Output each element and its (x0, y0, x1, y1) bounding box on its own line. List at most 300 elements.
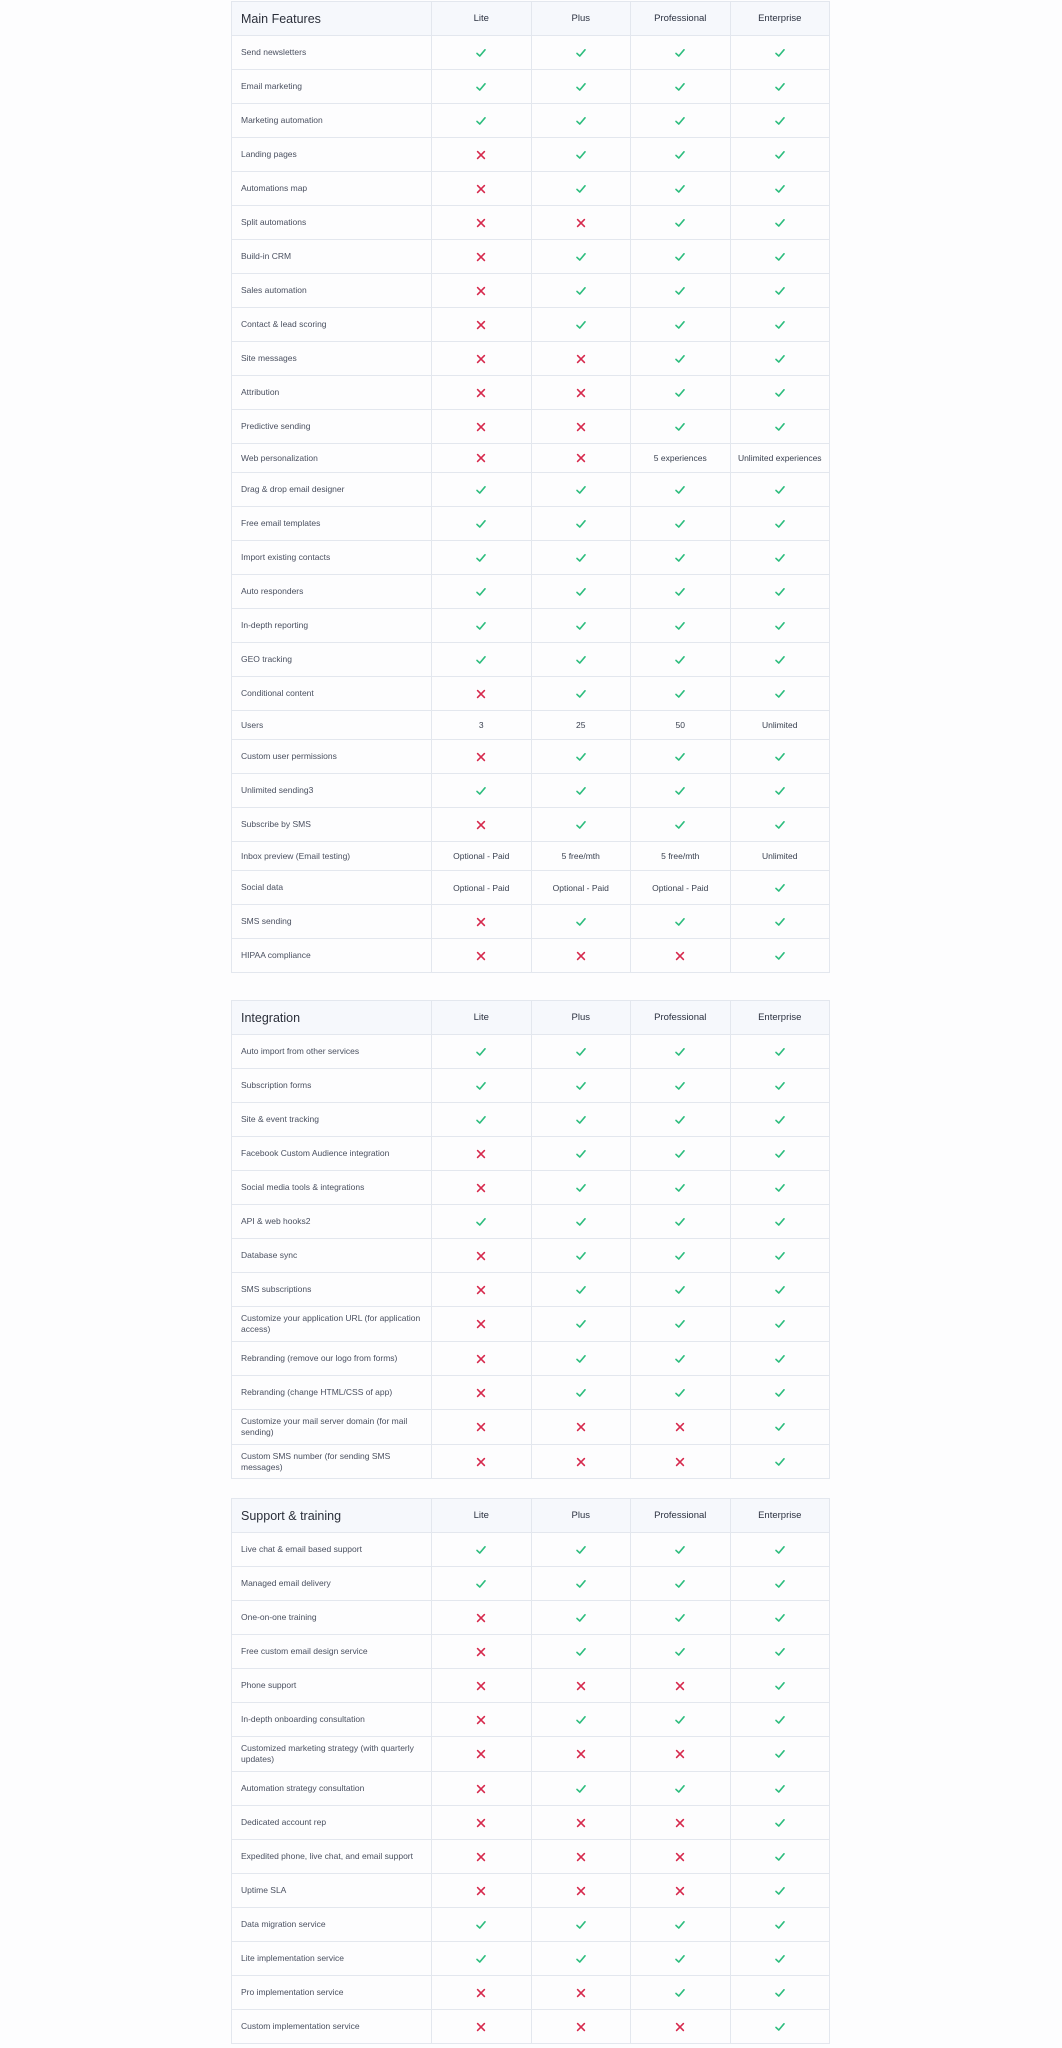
cross-icon (475, 285, 487, 297)
plan-header-lite: Lite (432, 2, 532, 36)
plan-cell-plus (531, 1874, 631, 1908)
check-icon (674, 1783, 686, 1795)
plan-cell-professional (631, 1635, 731, 1669)
plan-cell-enterprise (730, 774, 830, 808)
plan-cell-enterprise (730, 1840, 830, 1874)
plan-header-professional: Professional (631, 1499, 731, 1533)
plan-cell-lite (432, 1342, 532, 1376)
plan-cell-lite (432, 1874, 532, 1908)
check-icon (674, 916, 686, 928)
check-icon (674, 1353, 686, 1365)
plan-cell-value (432, 711, 532, 740)
check-icon (475, 1544, 487, 1556)
check-icon (575, 1080, 587, 1092)
plan-cell-enterprise (730, 905, 830, 939)
table-row (232, 410, 830, 444)
table-row (232, 740, 830, 774)
check-icon (475, 1114, 487, 1126)
table-row (232, 138, 830, 172)
feature-label: Subscribe by SMS (232, 808, 432, 842)
plan-header-plus: Plus (531, 1499, 631, 1533)
feature-label: Inbox preview (Email testing) (232, 842, 432, 871)
plan-value-text: 50 (675, 720, 685, 730)
plan-cell-value (631, 842, 731, 871)
check-icon (475, 518, 487, 530)
table-row (232, 1806, 830, 1840)
cross-icon (575, 1680, 587, 1692)
plan-cell-plus (531, 376, 631, 410)
table-row (232, 575, 830, 609)
feature-label: One-on-one training (232, 1601, 432, 1635)
plan-cell-lite (432, 575, 532, 609)
feature-label: Users (232, 711, 432, 740)
plan-cell-plus (531, 473, 631, 507)
plan-value-text: Unlimited (762, 720, 798, 730)
check-icon (774, 1114, 786, 1126)
plan-cell-enterprise (730, 138, 830, 172)
plan-cell-professional (631, 342, 731, 376)
plan-cell-enterprise (730, 1069, 830, 1103)
plan-header-lite: Lite (432, 1001, 532, 1035)
plan-cell-professional (631, 1137, 731, 1171)
table-row (232, 376, 830, 410)
plan-value-text: 5 free/mth (561, 851, 600, 861)
plan-cell-professional (631, 677, 731, 711)
plan-cell-plus (531, 1908, 631, 1942)
plan-cell-plus (531, 1601, 631, 1635)
comparison-table-support-training (231, 1498, 830, 2044)
feature-label: Custom implementation service (232, 2010, 432, 2044)
cross-icon (674, 1680, 686, 1692)
plan-cell-enterprise (730, 104, 830, 138)
check-icon (575, 149, 587, 161)
table-row (232, 1908, 830, 1942)
feature-label: Sales automation (232, 274, 432, 308)
cross-icon (575, 1851, 587, 1863)
plan-cell-plus (531, 939, 631, 973)
plan-cell-plus (531, 905, 631, 939)
check-icon (774, 285, 786, 297)
feature-label: Attribution (232, 376, 432, 410)
plan-cell-enterprise (730, 609, 830, 643)
check-icon (575, 285, 587, 297)
plan-cell-lite (432, 1171, 532, 1205)
plan-cell-professional (631, 1669, 731, 1703)
check-icon (674, 319, 686, 331)
plan-cell-value (631, 711, 731, 740)
table-row (232, 1445, 830, 1479)
table-row (232, 1601, 830, 1635)
check-icon (774, 1680, 786, 1692)
check-icon (575, 484, 587, 496)
plan-cell-lite (432, 1239, 532, 1273)
plan-cell-plus (531, 240, 631, 274)
comparison-table-integration (231, 1000, 830, 1479)
plan-cell-professional (631, 1103, 731, 1137)
plan-cell-professional (631, 1533, 731, 1567)
check-icon (774, 1182, 786, 1194)
plan-cell-enterprise (730, 1376, 830, 1410)
feature-label: Free email templates (232, 507, 432, 541)
plan-cell-lite (432, 1908, 532, 1942)
cross-icon (475, 1250, 487, 1262)
plan-cell-plus (531, 1239, 631, 1273)
plan-cell-plus (531, 1069, 631, 1103)
plan-cell-value (730, 842, 830, 871)
plan-cell-professional (631, 939, 731, 973)
table-row (232, 444, 830, 473)
check-icon (774, 620, 786, 632)
plan-cell-value (531, 871, 631, 905)
check-icon (575, 1612, 587, 1624)
plan-cell-enterprise (730, 677, 830, 711)
plan-cell-enterprise (730, 740, 830, 774)
plan-cell-professional (631, 1874, 731, 1908)
plan-header-lite: Lite (432, 1499, 532, 1533)
plan-cell-plus (531, 308, 631, 342)
plan-cell-plus (531, 1205, 631, 1239)
plan-cell-enterprise (730, 410, 830, 444)
table-row (232, 1669, 830, 1703)
check-icon (475, 1578, 487, 1590)
table-row (232, 308, 830, 342)
plan-cell-enterprise (730, 1737, 830, 1772)
plan-cell-enterprise (730, 507, 830, 541)
check-icon (674, 654, 686, 666)
feature-label: Data migration service (232, 1908, 432, 1942)
cross-icon (475, 1387, 487, 1399)
table-row (232, 905, 830, 939)
check-icon (774, 183, 786, 195)
plan-value-text: Optional - Paid (552, 882, 609, 893)
cross-icon (674, 1851, 686, 1863)
plan-cell-professional (631, 138, 731, 172)
check-icon (774, 1646, 786, 1658)
table-row (232, 1410, 830, 1445)
plan-cell-value (531, 842, 631, 871)
table-row (232, 1840, 830, 1874)
plan-cell-lite (432, 609, 532, 643)
cross-icon (475, 1148, 487, 1160)
plan-cell-lite (432, 1376, 532, 1410)
plan-cell-lite (432, 1307, 532, 1342)
table-row (232, 1069, 830, 1103)
plan-cell-lite (432, 1703, 532, 1737)
table-row (232, 871, 830, 905)
plan-cell-professional (631, 1205, 731, 1239)
check-icon (774, 421, 786, 433)
check-icon (774, 1953, 786, 1965)
cross-icon (575, 1987, 587, 1999)
plan-cell-value (730, 711, 830, 740)
cross-icon (475, 1851, 487, 1863)
cross-icon (475, 1612, 487, 1624)
check-icon (774, 1748, 786, 1760)
plan-cell-plus (531, 1171, 631, 1205)
cross-icon (674, 1456, 686, 1468)
plan-cell-professional (631, 36, 731, 70)
check-icon (674, 751, 686, 763)
plan-cell-professional (631, 1239, 731, 1273)
check-icon (774, 1851, 786, 1863)
feature-label: Conditional content (232, 677, 432, 711)
check-icon (674, 1646, 686, 1658)
plan-cell-plus (531, 808, 631, 842)
check-icon (674, 552, 686, 564)
check-icon (774, 518, 786, 530)
plan-cell-lite (432, 1737, 532, 1772)
check-icon (475, 1919, 487, 1931)
plan-cell-professional (631, 1840, 731, 1874)
check-icon (575, 1714, 587, 1726)
plan-cell-lite (432, 1069, 532, 1103)
feature-label: Phone support (232, 1669, 432, 1703)
plan-cell-lite (432, 70, 532, 104)
check-icon (774, 1456, 786, 1468)
plan-cell-enterprise (730, 1239, 830, 1273)
plan-cell-enterprise (730, 473, 830, 507)
table-row (232, 774, 830, 808)
plan-cell-professional (631, 172, 731, 206)
check-icon (475, 654, 487, 666)
plan-value-text: 5 experiences (653, 453, 707, 463)
feature-label: Marketing automation (232, 104, 432, 138)
plan-cell-lite (432, 774, 532, 808)
plan-cell-enterprise (730, 1137, 830, 1171)
plan-cell-lite (432, 1601, 532, 1635)
plan-cell-enterprise (730, 871, 830, 905)
cross-icon (575, 387, 587, 399)
plan-cell-enterprise (730, 1035, 830, 1069)
table-row (232, 70, 830, 104)
plan-cell-plus (531, 740, 631, 774)
plan-cell-professional (631, 1342, 731, 1376)
check-icon (475, 115, 487, 127)
plan-cell-plus (531, 1669, 631, 1703)
plan-cell-professional (631, 1908, 731, 1942)
check-icon (575, 251, 587, 263)
plan-cell-lite (432, 1942, 532, 1976)
plan-cell-professional (631, 70, 731, 104)
check-icon (674, 1714, 686, 1726)
feature-label: Unlimited sending3 (232, 774, 432, 808)
cross-icon (475, 1318, 487, 1330)
feature-label: Expedited phone, live chat, and email support (232, 1840, 432, 1874)
check-icon (575, 1046, 587, 1058)
table-row (232, 240, 830, 274)
plan-cell-plus (531, 575, 631, 609)
plan-cell-professional (631, 808, 731, 842)
cross-icon (475, 916, 487, 928)
check-icon (475, 484, 487, 496)
plan-cell-value (432, 871, 532, 905)
check-icon (674, 1284, 686, 1296)
plan-cell-enterprise (730, 70, 830, 104)
cross-icon (475, 1353, 487, 1365)
check-icon (774, 1387, 786, 1399)
check-icon (774, 47, 786, 59)
table-row (232, 342, 830, 376)
plan-cell-plus (531, 138, 631, 172)
plan-cell-plus (531, 507, 631, 541)
plan-cell-enterprise (730, 36, 830, 70)
table-row (232, 609, 830, 643)
table-row (232, 808, 830, 842)
table-row (232, 711, 830, 740)
plan-cell-lite (432, 342, 532, 376)
cross-icon (575, 353, 587, 365)
table-row (232, 1035, 830, 1069)
cross-icon (475, 387, 487, 399)
plan-cell-professional (631, 740, 731, 774)
plan-cell-professional (631, 308, 731, 342)
check-icon (674, 183, 686, 195)
check-icon (674, 421, 686, 433)
check-icon (674, 387, 686, 399)
plan-cell-enterprise (730, 1307, 830, 1342)
plan-cell-enterprise (730, 240, 830, 274)
plan-cell-plus (531, 1635, 631, 1669)
feature-label: Auto import from other services (232, 1035, 432, 1069)
check-icon (575, 751, 587, 763)
check-icon (774, 882, 786, 894)
plan-cell-enterprise (730, 1273, 830, 1307)
check-icon (575, 1578, 587, 1590)
check-icon (774, 1578, 786, 1590)
table-row (232, 473, 830, 507)
check-icon (674, 1080, 686, 1092)
table-row (232, 36, 830, 70)
plan-cell-lite (432, 1976, 532, 2010)
cross-icon (475, 217, 487, 229)
plan-cell-lite (432, 240, 532, 274)
check-icon (674, 1046, 686, 1058)
check-icon (575, 785, 587, 797)
check-icon (774, 1080, 786, 1092)
plan-cell-enterprise (730, 376, 830, 410)
plan-cell-professional (631, 274, 731, 308)
cross-icon (475, 452, 487, 464)
plan-cell-enterprise (730, 1342, 830, 1376)
plan-cell-enterprise (730, 1205, 830, 1239)
cross-icon (475, 1885, 487, 1897)
plan-cell-value (631, 871, 731, 905)
check-icon (674, 1953, 686, 1965)
plan-cell-enterprise (730, 1410, 830, 1445)
plan-cell-enterprise (730, 206, 830, 240)
plan-cell-plus (531, 1567, 631, 1601)
check-icon (674, 586, 686, 598)
check-icon (575, 1544, 587, 1556)
cross-icon (475, 950, 487, 962)
plan-cell-enterprise (730, 643, 830, 677)
plan-cell-professional (631, 1273, 731, 1307)
table-row (232, 1874, 830, 1908)
plan-cell-professional (631, 1307, 731, 1342)
plan-cell-plus (531, 1703, 631, 1737)
plan-header-professional: Professional (631, 1001, 731, 1035)
section-title: Integration (232, 1001, 432, 1035)
check-icon (575, 1182, 587, 1194)
plan-cell-value (531, 711, 631, 740)
check-icon (575, 319, 587, 331)
check-icon (674, 1919, 686, 1931)
plan-cell-enterprise (730, 1103, 830, 1137)
check-icon (475, 81, 487, 93)
plan-cell-professional (631, 575, 731, 609)
cross-icon (475, 1817, 487, 1829)
cross-icon (674, 1421, 686, 1433)
check-icon (674, 1612, 686, 1624)
feature-label: Customize your mail server domain (for mail sending) (232, 1410, 432, 1445)
plan-cell-plus (531, 1307, 631, 1342)
plan-cell-lite (432, 677, 532, 711)
plan-cell-lite (432, 939, 532, 973)
plan-value-text: Optional - Paid (453, 882, 510, 893)
plan-cell-enterprise (730, 1171, 830, 1205)
check-icon (674, 353, 686, 365)
feature-label: Auto responders (232, 575, 432, 609)
plan-cell-lite (432, 206, 532, 240)
plan-value-text: 5 free/mth (661, 851, 700, 861)
plan-cell-value (730, 444, 830, 473)
plan-cell-enterprise (730, 342, 830, 376)
table-row (232, 1273, 830, 1307)
check-icon (774, 115, 786, 127)
table-row (232, 1205, 830, 1239)
plan-header-plus: Plus (531, 1001, 631, 1035)
check-icon (774, 950, 786, 962)
check-icon (674, 149, 686, 161)
check-icon (475, 552, 487, 564)
table-header-row (232, 1001, 830, 1035)
cross-icon (575, 217, 587, 229)
check-icon (475, 785, 487, 797)
feature-label: In-depth reporting (232, 609, 432, 643)
cross-icon (475, 251, 487, 263)
feature-label: Site & event tracking (232, 1103, 432, 1137)
table-row (232, 1103, 830, 1137)
check-icon (475, 1080, 487, 1092)
check-icon (575, 654, 587, 666)
plan-cell-lite (432, 740, 532, 774)
check-icon (575, 819, 587, 831)
check-icon (674, 819, 686, 831)
table-row (232, 1942, 830, 1976)
plan-value-text: Unlimited (762, 851, 798, 861)
check-icon (475, 1216, 487, 1228)
plan-cell-enterprise (730, 541, 830, 575)
plan-cell-lite (432, 1035, 532, 1069)
check-icon (674, 484, 686, 496)
plan-cell-plus (531, 1410, 631, 1445)
plan-cell-enterprise (730, 1874, 830, 1908)
plan-cell-lite (432, 36, 532, 70)
plan-header-enterprise: Enterprise (730, 1499, 830, 1533)
check-icon (774, 819, 786, 831)
table-row (232, 677, 830, 711)
plan-cell-plus (531, 541, 631, 575)
cross-icon (475, 688, 487, 700)
plan-cell-professional (631, 609, 731, 643)
feature-label: Managed email delivery (232, 1567, 432, 1601)
feature-label: Subscription forms (232, 1069, 432, 1103)
table-row (232, 274, 830, 308)
feature-label: Dedicated account rep (232, 1806, 432, 1840)
feature-label: Predictive sending (232, 410, 432, 444)
table-header-row (232, 1499, 830, 1533)
plan-cell-enterprise (730, 172, 830, 206)
